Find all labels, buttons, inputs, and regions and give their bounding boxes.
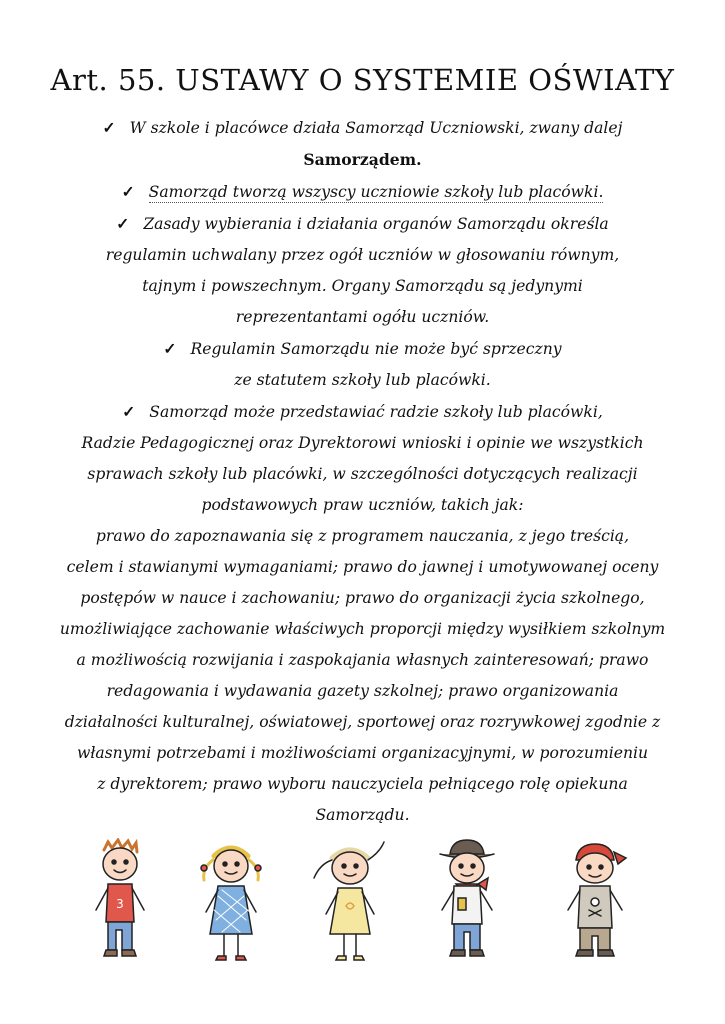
text-line xyxy=(40,459,685,490)
line-text: postępów w nauce i zachowaniu; prawo do organizacji życia szkolnego, xyxy=(80,589,645,607)
text-line xyxy=(40,144,685,176)
girl-pigtails-figure xyxy=(196,838,266,966)
text-line xyxy=(40,176,685,208)
shirt-number: 3 xyxy=(116,897,124,911)
line-text: z dyrektorem; prawo wyboru nauczyciela pełniącego rolę opiekuna xyxy=(97,775,628,793)
text-line xyxy=(40,769,685,800)
text-line xyxy=(40,707,685,738)
line-text: ze statutem szkoły lub placówki. xyxy=(234,371,491,389)
checkmark-icon: ✓ xyxy=(122,402,136,421)
line-text: tajnym i powszechnym. Organy Samorządu są jedynymi xyxy=(142,277,583,295)
line-text: prawo do zapoznawania się z programem nauczania, z jego treścią, xyxy=(95,527,630,545)
text-line xyxy=(40,333,685,365)
line-text: Samorządem. xyxy=(303,150,422,169)
checkmark-icon: ✓ xyxy=(121,182,135,201)
text-line xyxy=(40,365,685,396)
line-text: działalności kulturalnej, oświatowej, sportowej oraz rozrywkowej zgodnie z xyxy=(64,713,661,731)
checkmark-icon: ✓ xyxy=(116,214,130,233)
text-line xyxy=(40,396,685,428)
line-text: podstawowych praw uczniów, takich jak: xyxy=(201,496,524,514)
text-line xyxy=(40,521,685,552)
text-line xyxy=(40,112,685,144)
text-line xyxy=(40,552,685,583)
line-text: W szkole i placówce działa Samorząd Uczniowski, zwany dalej xyxy=(129,119,623,137)
text-line xyxy=(40,800,685,831)
text-line xyxy=(40,583,685,614)
line-text: Regulamin Samorządu nie może być sprzeczny xyxy=(190,340,562,358)
line-text: celem i stawianymi wymaganiami; prawo do jawnej i umotywowanej oceny xyxy=(66,558,659,576)
page-title: Art. 55. USTAWY O SYSTEMIE OŚWIATY xyxy=(50,63,675,98)
text-line xyxy=(40,614,685,645)
line-text: Samorząd tworzą wszyscy uczniowie szkoły lub placówki. xyxy=(148,183,604,201)
text-line xyxy=(40,676,685,707)
children-illustration xyxy=(0,838,725,968)
line-text: sprawach szkoły lub placówki, w szczególności dotyczących realizacji xyxy=(87,465,638,483)
checkmark-icon: ✓ xyxy=(163,339,177,358)
line-text: Radzie Pedagogicznej oraz Dyrektorowi wnioski i opinie we wszystkich xyxy=(81,434,644,452)
line-text: własnymi potrzebami i możliwościami organizacyjnymi, w porozumieniu xyxy=(76,744,649,762)
line-text: redagowania i wydawania gazety szkolnej; prawo organizowania xyxy=(106,682,619,700)
checkmark-icon: ✓ xyxy=(102,118,116,137)
line-text: a możliwością rozwijania i zaspokajania własnych zainteresowań; prawo xyxy=(76,651,649,669)
text-line xyxy=(40,302,685,333)
line-text: reprezentantami ogółu uczniów. xyxy=(235,308,490,326)
line-text: Zasady wybierania i działania organów Samorządu określa xyxy=(143,215,609,233)
text-line xyxy=(40,428,685,459)
boy-red-shirt-figure xyxy=(90,838,150,966)
text-line xyxy=(40,271,685,302)
line-text: regulamin uchwalany przez ogół uczniów w głosowaniu równym, xyxy=(105,246,620,264)
line-text: Samorząd może przedstawiać radzie szkoły lub placówki, xyxy=(149,403,603,421)
text-line xyxy=(40,490,685,521)
text-line xyxy=(40,208,685,240)
text-line xyxy=(40,240,685,271)
article-body xyxy=(40,112,685,831)
cowboy-boy-figure xyxy=(432,838,502,966)
text-line xyxy=(40,738,685,769)
line-text: umożliwiające zachowanie właściwych proporcji między wysiłkiem szkolnym xyxy=(59,620,666,638)
text-line xyxy=(40,645,685,676)
line-text: Samorządu. xyxy=(315,806,410,824)
girl-yellow-dress-figure xyxy=(310,838,390,966)
pirate-boy-figure xyxy=(560,838,630,966)
